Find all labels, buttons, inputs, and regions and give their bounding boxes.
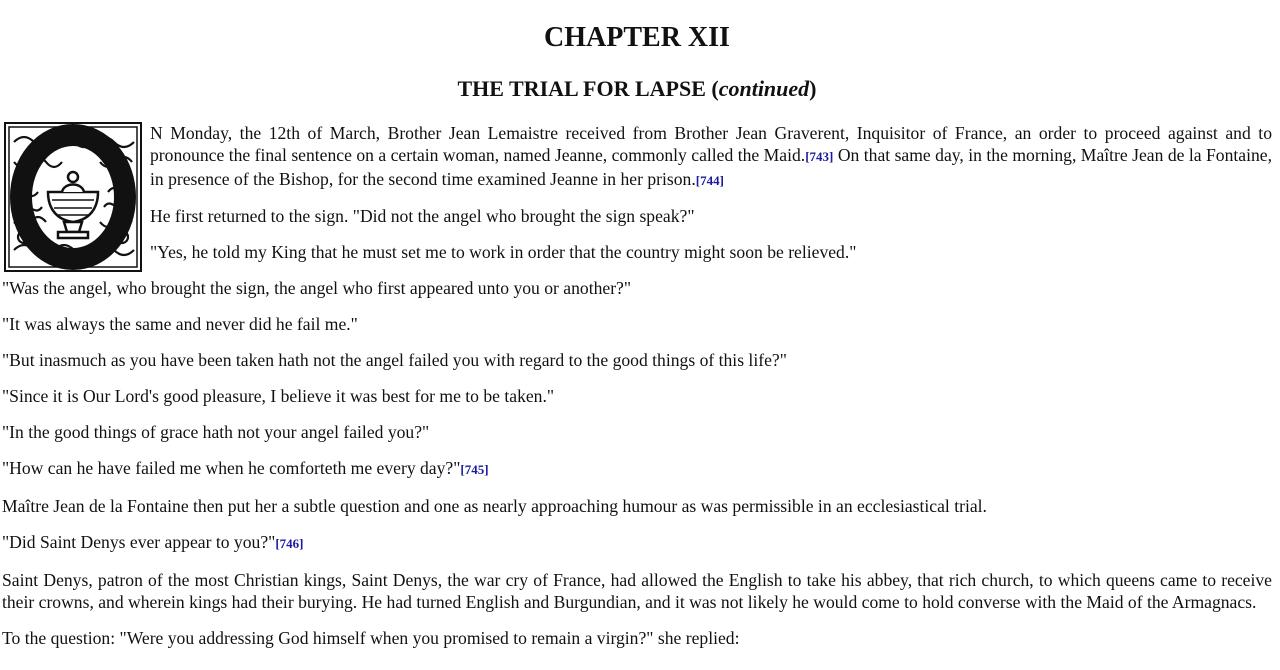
paragraph-5: "It was always the same and never did he fail me." — [2, 314, 358, 334]
section-title-note: continued — [718, 76, 810, 101]
paragraph-2: He first returned to the sign. "Did not the angel who brought the sign speak?" — [150, 206, 695, 226]
paragraph-8: "In the good things of grace hath not your angel failed you?" — [2, 422, 430, 442]
paragraph-1 — [2, 122, 1272, 192]
chapter-title: CHAPTER XII — [544, 22, 730, 53]
paragraph-1-text: N Monday, the 12th of March, Brother Jean Lemaistre received from Brother Jean Graverent, Inquisitor of France, an order to proceed against and to pronounce the final sentence on a certain woman, named Jeanne, commonly called the Maid. — [150, 123, 1272, 165]
dropcap-illustration — [4, 122, 142, 272]
footnote-link-745[interactable]: [745] — [460, 462, 489, 477]
paragraph-11 — [2, 531, 1272, 555]
page-content — [2, 0, 1272, 649]
paragraph-7: "Since it is Our Lord's good pleasure, I believe it was best for me to be taken." — [2, 386, 555, 406]
section-title-main: THE TRIAL FOR LAPSE — [457, 76, 706, 101]
section-title: THE TRIAL FOR LAPSE (continued) — [457, 76, 817, 101]
paragraph-6: "But inasmuch as you have been taken hath not the angel failed you with regard to the good things of this life?" — [2, 350, 787, 370]
footnote-link-744[interactable]: [744] — [695, 173, 724, 188]
footnote-link-743[interactable]: [743] — [805, 149, 834, 164]
paragraph-10: Maître Jean de la Fontaine then put her a subtle question and one as nearly approaching humour as was permissible in an ecclesiastical trial. — [2, 496, 987, 516]
paragraph-13: To the question: "Were you addressing God himself when you promised to remain a virgin?" she replied: — [2, 628, 740, 648]
paragraph-4: "Was the angel, who brought the sign, the angel who first appeared unto you or another?" — [2, 278, 632, 298]
paragraph-9-text: "How can he have failed me when he comforteth me every day?" — [2, 458, 461, 478]
paragraph-11-text: "Did Saint Denys ever appear to you?" — [2, 532, 276, 552]
footnote-link-746[interactable]: [746] — [275, 536, 304, 551]
dropcap-o-ornament — [4, 122, 142, 272]
paragraph-12: Saint Denys, patron of the most Christian kings, Saint Denys, the war cry of France, had allowed the English to take his abbey, that rich church, to which queens came to receive their crowns, and wherein kings had their burying. He had turned English and Burgundian, and it was not likely he would come to hold converse with the Maid of the Armagnacs. — [2, 570, 1272, 612]
paragraph-1-text-2: On that same day, in the morning, Maître Jean de la Fontaine, in presence of the Bishop, for the second time examined Jeanne in her prison. — [150, 145, 1272, 189]
paragraph-3: "Yes, he told my King that he must set me to work in order that the country might soon be relieved." — [150, 242, 857, 262]
paragraph-9 — [2, 457, 1272, 481]
